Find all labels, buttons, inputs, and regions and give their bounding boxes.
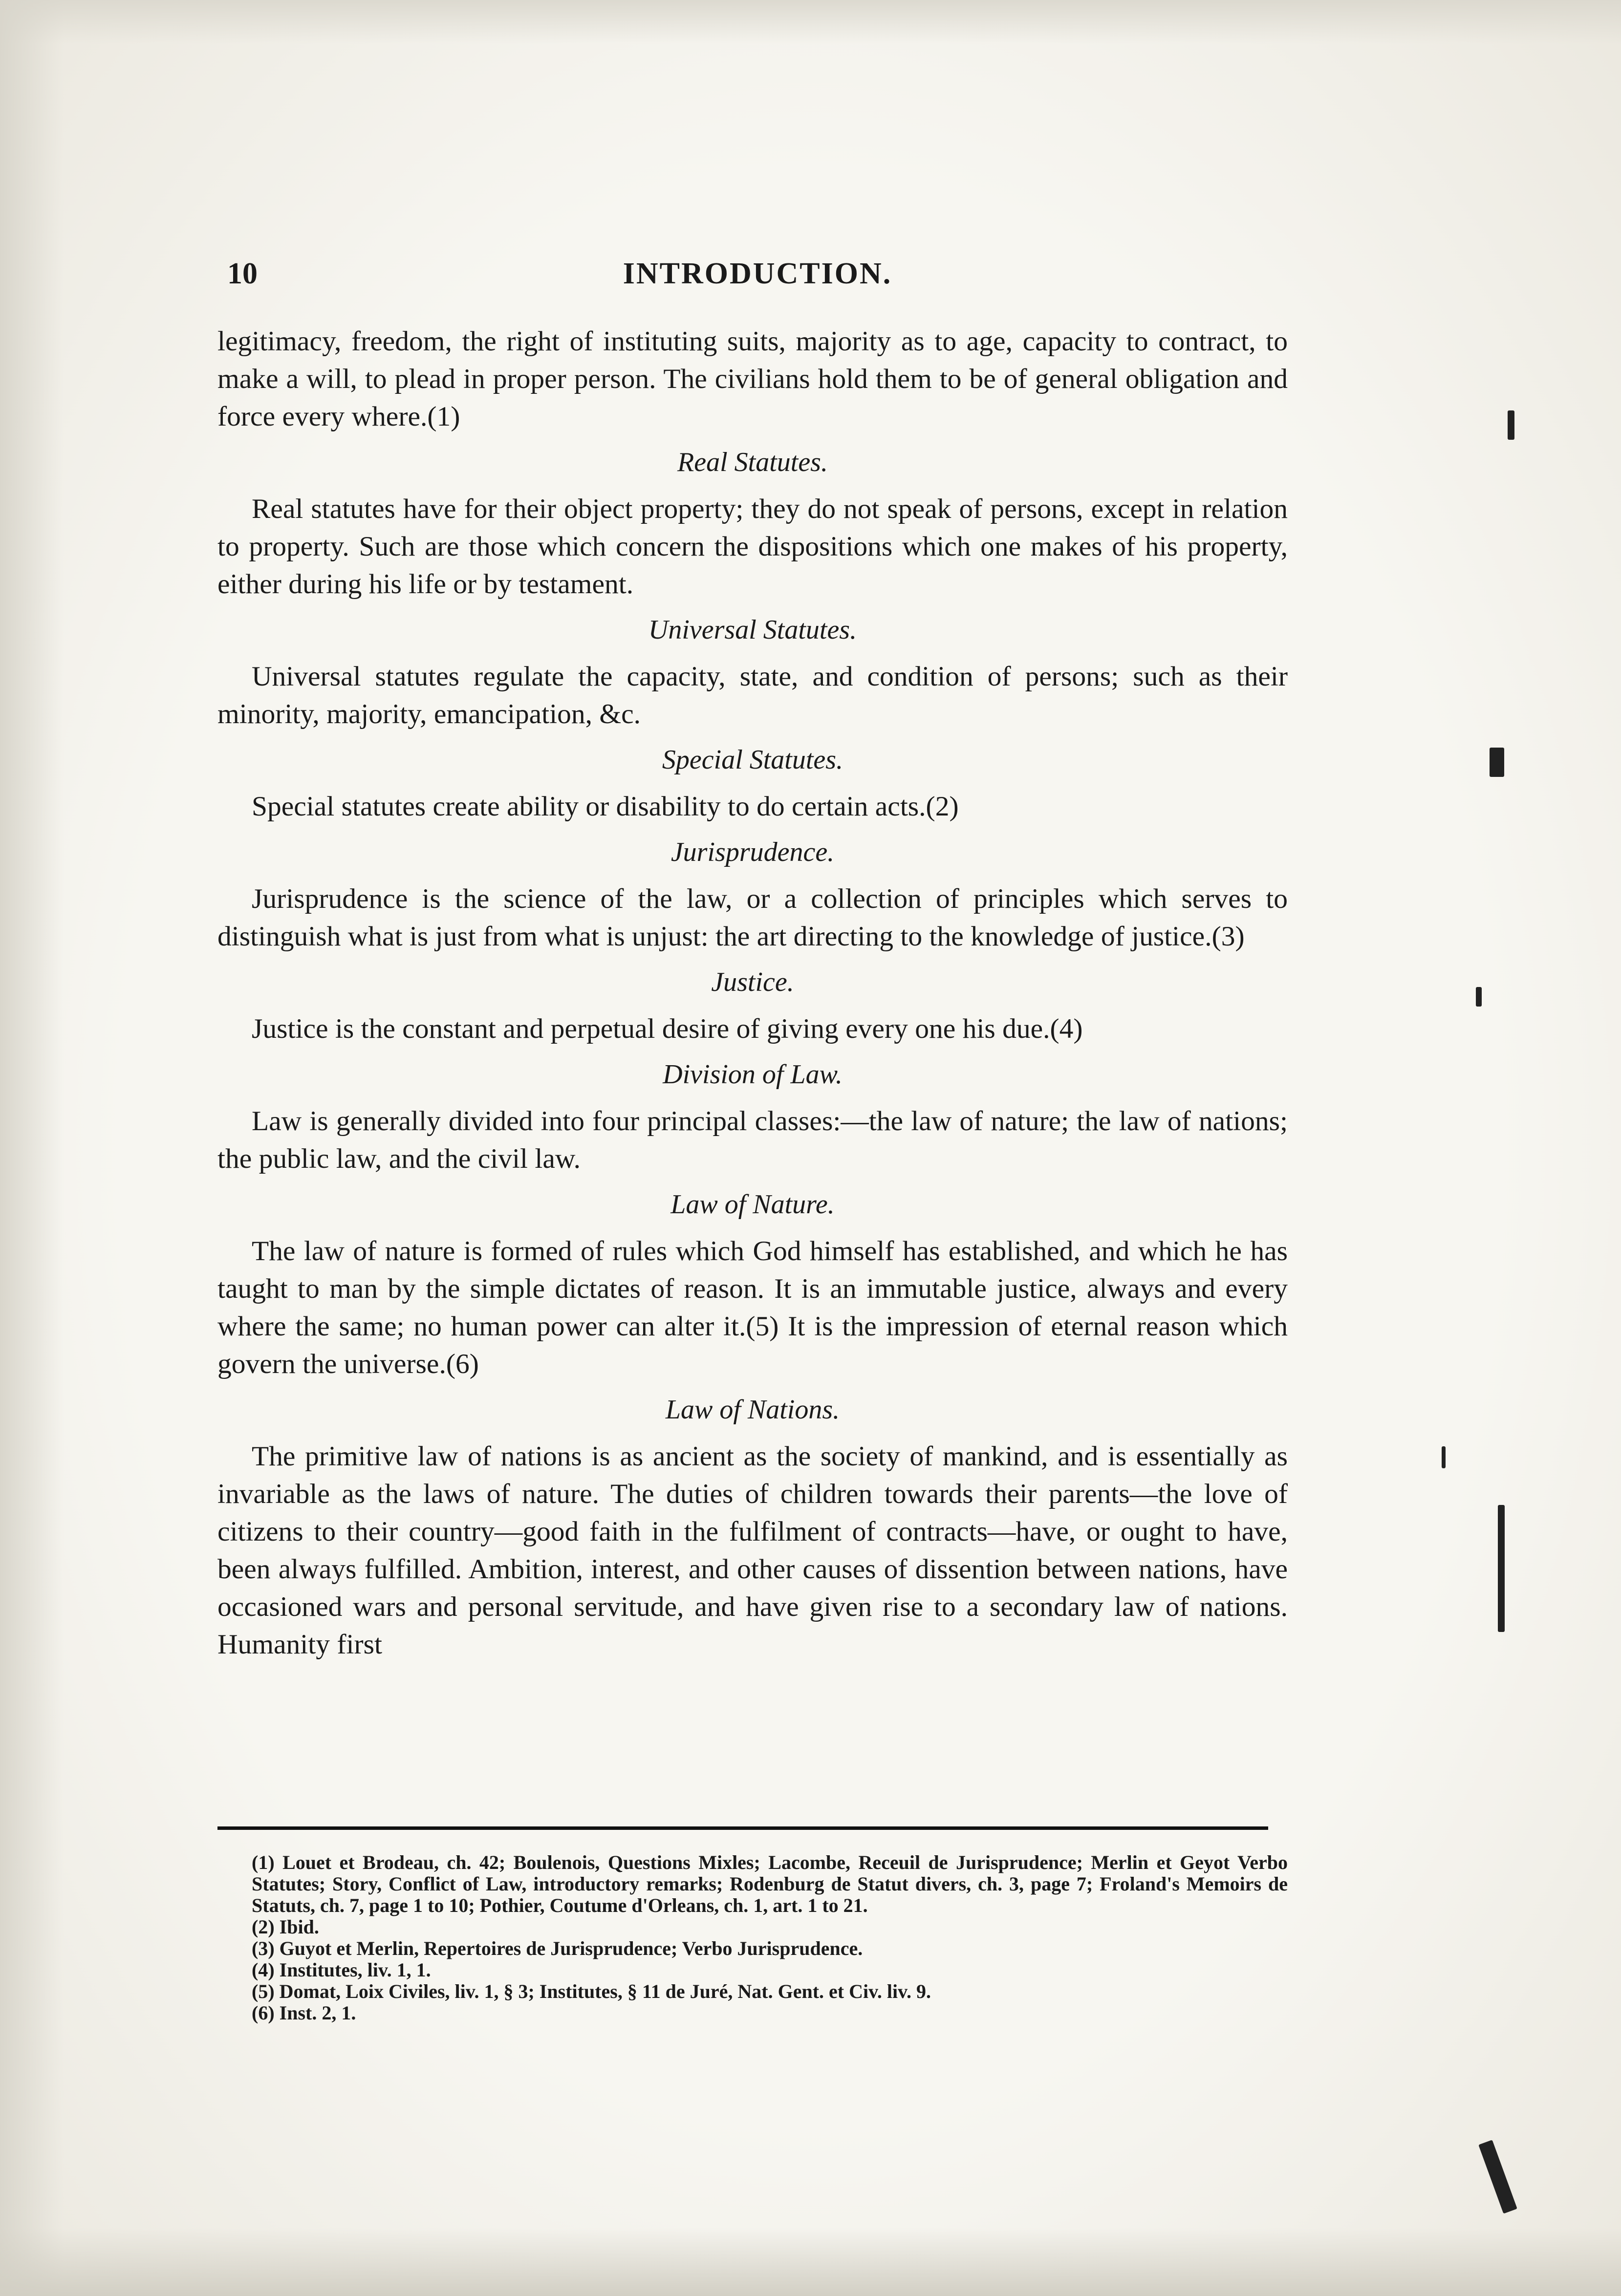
footnote-rule [217,1826,1268,1830]
footnote-2: (2) Ibid. [252,1916,319,1938]
page-header [227,257,1288,296]
section-heading-division-of-law: Division of Law. [663,1059,843,1090]
scan-mark [1476,987,1482,1007]
footnote-1: (1) Louet et Brodeau, ch. 42; Boulenois, Questions Mixles; Lacombe, Receuil de Jurisprudence; Merlin et Geyot Verbo Statutes; Story, Conflict of Law, introductory remarks; Rodenburg de Statut divers, ch. 3, page 7; Froland's Memoirs de Statuts, ch. 7, page 1 to 10; Pothier, Coutume d'Orleans, ch. 1, art. 1 to 21. [252,1851,1288,1916]
running-head: INTRODUCTION. [623,257,892,290]
scan-mark [1478,2140,1517,2213]
page-edge-bottom-shadow [0,2228,1621,2296]
paragraph-continuation: legitimacy, freedom, the right of instituting suits, majority as to age, capacity to contract, to make a will, to plead in proper person. The civilians hold them to be of general obligation and force every where.(1) [217,326,1288,432]
paragraph-division-of-law: Law is generally divided into four principal classes:—the law of nature; the law of nations; the public law, and the civil law. [217,1106,1288,1174]
footnote-5: (5) Domat, Loix Civiles, liv. 1, § 3; Institutes, § 11 de Juré, Nat. Gent. et Civ. liv. 9. [252,1980,931,2002]
section-heading-universal-statutes: Universal Statutes. [648,615,857,645]
paragraph-real-statutes: Real statutes have for their object property; they do not speak of persons, except in relation to property. Such are those which concern the dispositions which one makes of his property, either during his life or by testament. [217,494,1288,600]
section-heading-law-of-nature: Law of Nature. [670,1189,835,1220]
section-heading-jurisprudence: Jurisprudence. [670,837,835,867]
page-edge-top-shadow [0,0,1621,44]
page-edge-left-shadow [0,0,64,2296]
section-heading-justice: Justice. [711,967,794,997]
paragraph-law-of-nations: The primitive law of nations is as ancient as the society of mankind, and is essentially as invariable as the laws of nature. The duties of children towards their parents—the love of citizens to their country—good faith in the fulfilment of contracts—have, or ought to have, been always fulfilled. Ambition, interest, and other causes of dissention between nations, have occasioned wars and personal servitude, and have given rise to a secondary law of nations. Humanity first [217,1441,1288,1660]
scan-mark [1498,1505,1505,1632]
section-heading-special-statutes: Special Statutes. [662,745,843,775]
paragraph-justice: Justice is the constant and perpetual desire of giving every one his due.(4) [252,1013,1083,1044]
paragraph-jurisprudence: Jurisprudence is the science of the law, or a collection of principles which serves to distinguish what is just from what is unjust: the art directing to the knowledge of justice.(3) [217,883,1288,952]
section-heading-real-statutes: Real Statutes. [677,447,828,477]
paragraph-law-of-nature: The law of nature is formed of rules which God himself has established, and which he has taught to man by the simple dictates of reason. It is an immutable justice, always and every where the same; no human power can alter it.(5) It is the impression of eternal reason which govern the universe.(6) [217,1236,1288,1379]
section-heading-law-of-nations: Law of Nations. [665,1395,840,1425]
footnote-6: (6) Inst. 2, 1. [252,2002,356,2024]
page-number: 10 [227,257,258,290]
scan-mark [1490,748,1504,777]
paragraph-special-statutes: Special statutes create ability or disability to do certain acts.(2) [252,791,959,822]
scan-mark [1442,1446,1446,1468]
paragraph-universal-statutes: Universal statutes regulate the capacity, state, and condition of persons; such as their minority, majority, emancipation, &c. [217,661,1288,730]
footnotes [217,1852,1288,2024]
footnote-4: (4) Institutes, liv. 1, 1. [252,1959,431,1981]
body-text [217,322,1288,1663]
scan-mark [1508,410,1514,440]
footnote-3: (3) Guyot et Merlin, Repertoires de Jurisprudence; Verbo Jurisprudence. [252,1937,863,1959]
